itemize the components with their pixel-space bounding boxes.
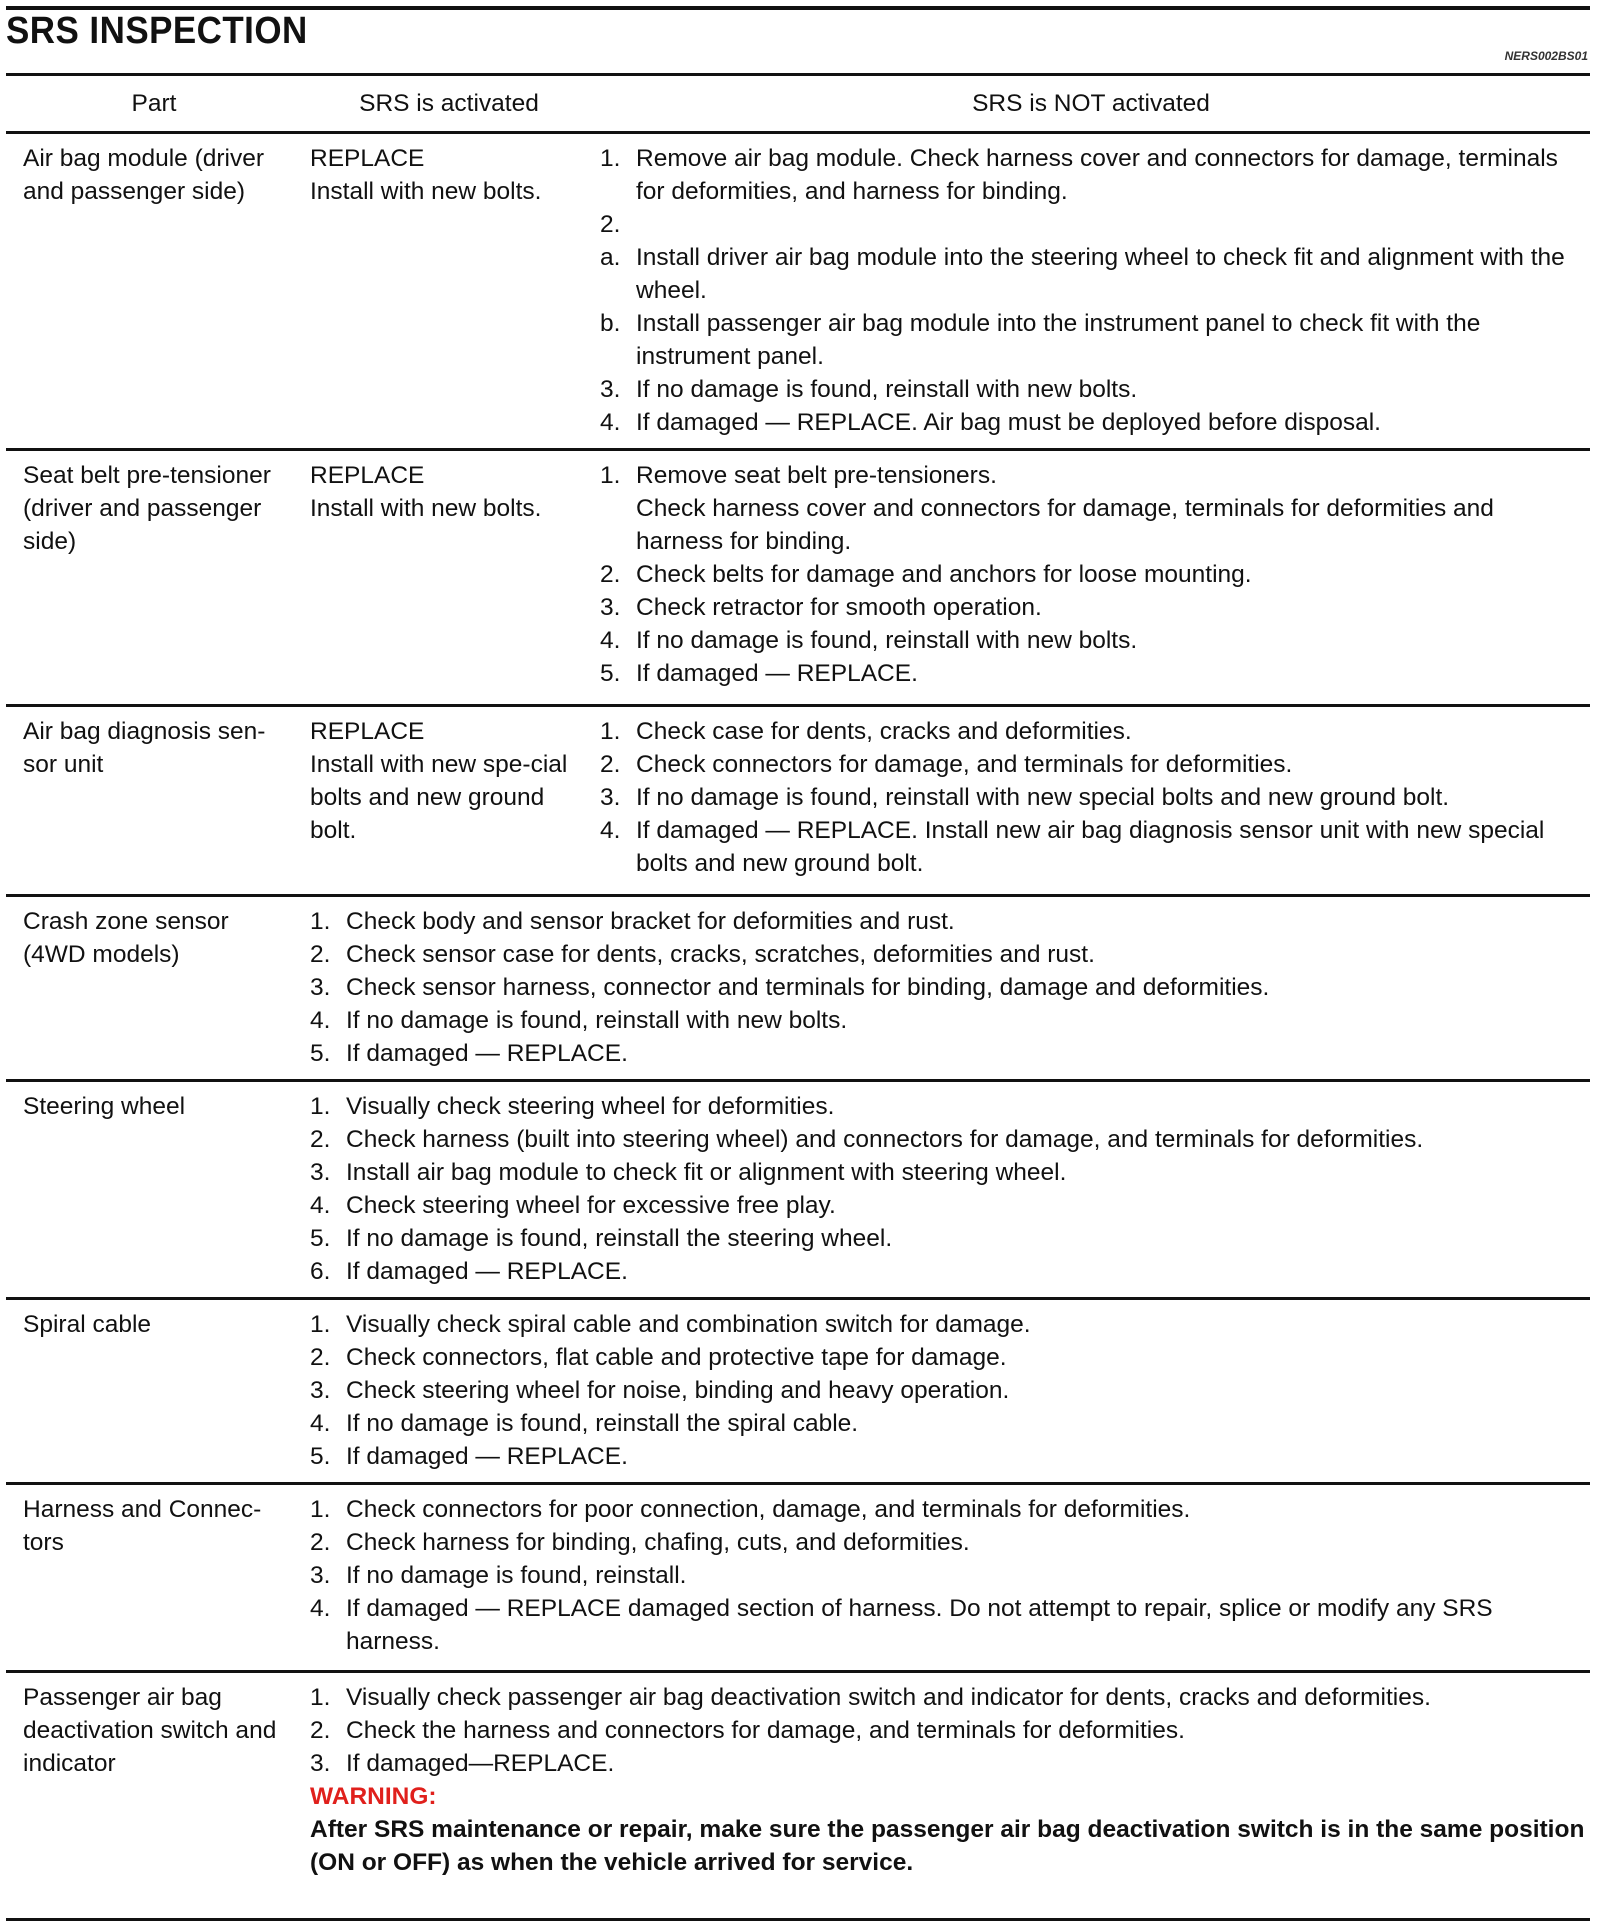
step-number: a. xyxy=(600,244,621,271)
steps-list xyxy=(310,1681,1586,1780)
step-number: 4. xyxy=(310,1595,331,1622)
step-text: If no damage is found, reinstall. xyxy=(346,1562,687,1589)
part-cell: Crash zone sensor (4WD models) xyxy=(6,896,302,1081)
step-text: Check steering wheel for excessive free play. xyxy=(346,1192,836,1219)
list-item xyxy=(310,1004,1586,1037)
step-text: Check belts for damage and anchors for loose mounting. xyxy=(636,561,1252,588)
list-item xyxy=(600,814,1582,880)
header-part: Part xyxy=(6,75,302,133)
warning-label: WARNING: xyxy=(310,1783,437,1810)
step-number: 2. xyxy=(310,1717,331,1744)
list-item xyxy=(600,241,1582,307)
list-item xyxy=(310,1681,1586,1714)
step-number: 4. xyxy=(600,817,621,844)
list-item xyxy=(310,1037,1586,1070)
step-number: b. xyxy=(600,310,621,337)
list-item xyxy=(600,748,1582,781)
steps-list xyxy=(600,142,1582,439)
warning-text: After SRS maintenance or repair, make sure the passenger air bag deactivation switch is in the same position (ON or OFF) as when the vehicle arrived for service. xyxy=(310,1816,1585,1876)
step-number: 2. xyxy=(600,751,621,778)
header-srs-not-activated: SRS is NOT activated xyxy=(592,75,1590,133)
step-text: Check harness (built into steering wheel) and connectors for damage, and terminals for deformities. xyxy=(346,1126,1424,1153)
step-text: Visually check passenger air bag deactivation switch and indicator for dents, cracks and deformities. xyxy=(346,1684,1431,1711)
step-text: Check harness for binding, chafing, cuts, and deformities. xyxy=(346,1529,970,1556)
step-text: If damaged — REPLACE. Install new air bag diagnosis sensor unit with new special bolts and new ground bolt. xyxy=(636,817,1545,877)
list-item xyxy=(310,1526,1586,1559)
steps-list xyxy=(310,905,1586,1070)
part-cell: Air bag diagnosis sen-sor unit xyxy=(6,706,302,896)
step-number: 4. xyxy=(310,1192,331,1219)
table-row xyxy=(6,896,1590,1081)
list-item xyxy=(600,715,1582,748)
list-item xyxy=(600,459,1582,492)
step-text: Remove seat belt pre-tensioners. xyxy=(636,462,997,489)
table-row xyxy=(6,1484,1590,1672)
step-text: If no damage is found, reinstall with new bolts. xyxy=(636,376,1138,403)
step-number: 1. xyxy=(310,908,331,935)
step-number: 4. xyxy=(600,627,621,654)
step-text: Check steering wheel for noise, binding and heavy operation. xyxy=(346,1377,1010,1404)
list-item xyxy=(310,1407,1586,1440)
list-item xyxy=(310,971,1586,1004)
step-number: 2. xyxy=(310,1126,331,1153)
activated-line: REPLACE xyxy=(310,145,425,172)
steps-cell xyxy=(302,1672,1590,1920)
steps-cell xyxy=(302,896,1590,1081)
step-number: 3. xyxy=(310,1159,331,1186)
list-item xyxy=(310,938,1586,971)
steps-list xyxy=(600,715,1582,880)
step-number: 3. xyxy=(310,1377,331,1404)
step-text: Check connectors for damage, and terminals for deformities. xyxy=(636,751,1293,778)
document-code: NERS002BS01 xyxy=(1504,49,1588,63)
list-item xyxy=(600,142,1582,208)
header-srs-activated: SRS is activated xyxy=(302,75,592,133)
step-number: 4. xyxy=(600,409,621,436)
step-text: If no damage is found, reinstall the steering wheel. xyxy=(346,1225,893,1252)
step-text: Check the harness and connectors for damage, and terminals for deformities. xyxy=(346,1717,1185,1744)
step-text: If no damage is found, reinstall the spiral cable. xyxy=(346,1410,859,1437)
list-item xyxy=(310,1123,1586,1156)
steps-list xyxy=(600,459,1582,690)
step-number: 3. xyxy=(600,594,621,621)
list-item xyxy=(310,1341,1586,1374)
step-text: Visually check steering wheel for deformities. xyxy=(346,1093,835,1120)
steps-list xyxy=(310,1308,1586,1473)
steps-cell xyxy=(592,450,1590,706)
steps-cell xyxy=(592,133,1590,450)
step-number: 1. xyxy=(600,718,621,745)
step-text: Check sensor harness, connector and terminals for binding, damage and deformities. xyxy=(346,974,1270,1001)
activated-line: Install with new bolts. xyxy=(310,178,542,205)
list-item xyxy=(310,1222,1586,1255)
list-item xyxy=(600,624,1582,657)
list-item xyxy=(310,1714,1586,1747)
activated-line: REPLACE xyxy=(310,462,425,489)
step-number: 6. xyxy=(310,1258,331,1285)
srs-inspection-table xyxy=(6,73,1590,1921)
list-item xyxy=(600,307,1582,373)
list-item xyxy=(600,373,1582,406)
steps-list xyxy=(310,1090,1586,1288)
list-item xyxy=(310,1308,1586,1341)
step-number: 2. xyxy=(310,1529,331,1556)
list-item xyxy=(600,591,1582,624)
step-number: 2. xyxy=(310,1344,331,1371)
step-text: If damaged — REPLACE. xyxy=(636,660,918,687)
step-text: Check sensor case for dents, cracks, scratches, deformities and rust. xyxy=(346,941,1095,968)
activated-line: Install with new bolts. xyxy=(310,495,542,522)
list-item xyxy=(310,1255,1586,1288)
step-text: If no damage is found, reinstall with new bolts. xyxy=(636,627,1138,654)
activated-cell xyxy=(302,133,592,450)
step-number: 3. xyxy=(310,1750,331,1777)
list-item xyxy=(310,1374,1586,1407)
step-number: 2. xyxy=(310,941,331,968)
table-row xyxy=(6,1299,1590,1484)
step-number: 1. xyxy=(310,1496,331,1523)
step-number: 1. xyxy=(600,462,621,489)
list-item xyxy=(600,406,1582,439)
list-item xyxy=(310,1189,1586,1222)
step-text: If damaged — REPLACE. xyxy=(346,1040,628,1067)
steps-cell xyxy=(302,1081,1590,1299)
activated-line: REPLACE xyxy=(310,718,425,745)
step-text: Check case for dents, cracks and deformities. xyxy=(636,718,1132,745)
step-number: 5. xyxy=(310,1443,331,1470)
step-text xyxy=(636,208,1582,241)
step-number: 3. xyxy=(600,376,621,403)
step-text: Check connectors for poor connection, damage, and terminals for deformities. xyxy=(346,1496,1191,1523)
table-row xyxy=(6,1672,1590,1920)
step-text: Check connectors, flat cable and protective tape for damage. xyxy=(346,1344,1007,1371)
steps-cell xyxy=(592,706,1590,896)
list-item xyxy=(600,781,1582,814)
step-text: If damaged — REPLACE damaged section of harness. Do not attempt to repair, splice or modify any SRS harness. xyxy=(346,1595,1493,1655)
step-text: Install driver air bag module into the steering wheel to check fit and alignment with the wheel. xyxy=(636,244,1565,304)
step-text: Install passenger air bag module into the instrument panel to check fit with the instrument panel. xyxy=(636,310,1481,370)
steps-cell xyxy=(302,1484,1590,1672)
list-item xyxy=(310,905,1586,938)
list-item xyxy=(310,1156,1586,1189)
list-item xyxy=(600,657,1582,690)
part-cell: Steering wheel xyxy=(6,1081,302,1299)
step-number: 2. xyxy=(600,211,621,238)
step-text: If no damage is found, reinstall with new bolts. xyxy=(346,1007,848,1034)
step-number: 3. xyxy=(600,784,621,811)
list-item xyxy=(600,208,1582,241)
step-text: If damaged — REPLACE. xyxy=(346,1443,628,1470)
step-text: Install air bag module to check fit or alignment with steering wheel. xyxy=(346,1159,1067,1186)
table-row xyxy=(6,133,1590,450)
activated-line: Install with new spe-cial bolts and new ground bolt. xyxy=(310,751,568,844)
step-text: If damaged — REPLACE. xyxy=(346,1258,628,1285)
step-number: 5. xyxy=(310,1225,331,1252)
table-row xyxy=(6,450,1590,706)
list-item xyxy=(310,1440,1586,1473)
step-text: Visually check spiral cable and combination switch for damage. xyxy=(346,1311,1031,1338)
part-cell: Harness and Connec-tors xyxy=(6,1484,302,1672)
step-text: Remove air bag module. Check harness cover and connectors for damage, terminals for deformities, and harness for binding. xyxy=(636,145,1558,205)
step-number: 1. xyxy=(310,1311,331,1338)
list-item xyxy=(310,1747,1586,1780)
steps-list xyxy=(310,1493,1586,1658)
list-item xyxy=(600,492,1582,558)
list-item xyxy=(310,1592,1586,1658)
step-number: 4. xyxy=(310,1007,331,1034)
part-cell: Passenger air bag deactivation switch and indicator xyxy=(6,1672,302,1920)
step-number: 3. xyxy=(310,1562,331,1589)
step-number: 2. xyxy=(600,561,621,588)
step-text: Check retractor for smooth operation. xyxy=(636,594,1042,621)
page-title: SRS INSPECTION xyxy=(6,10,308,52)
table-header-row xyxy=(6,75,1590,133)
part-cell: Seat belt pre-tensioner (driver and passenger side) xyxy=(6,450,302,706)
step-number: 4. xyxy=(310,1410,331,1437)
part-cell: Air bag module (driver and passenger side) xyxy=(6,133,302,450)
activated-cell xyxy=(302,450,592,706)
table-row xyxy=(6,1081,1590,1299)
list-item xyxy=(310,1090,1586,1123)
part-cell: Spiral cable xyxy=(6,1299,302,1484)
step-text: Check body and sensor bracket for deformities and rust. xyxy=(346,908,955,935)
activated-cell xyxy=(302,706,592,896)
step-text: If no damage is found, reinstall with new special bolts and new ground bolt. xyxy=(636,784,1450,811)
step-number: 3. xyxy=(310,974,331,1001)
step-text: If damaged — REPLACE. Air bag must be deployed before disposal. xyxy=(636,409,1381,436)
list-item xyxy=(310,1493,1586,1526)
step-text: If damaged—REPLACE. xyxy=(346,1750,615,1777)
step-number: 1. xyxy=(310,1684,331,1711)
list-item xyxy=(310,1559,1586,1592)
steps-cell xyxy=(302,1299,1590,1484)
step-number: 5. xyxy=(310,1040,331,1067)
step-number: 1. xyxy=(310,1093,331,1120)
step-number: 1. xyxy=(600,145,621,172)
list-item xyxy=(600,558,1582,591)
step-text: Check harness cover and connectors for damage, terminals for deformities and harness for binding. xyxy=(636,495,1494,555)
table-row xyxy=(6,706,1590,896)
step-number xyxy=(600,492,636,558)
step-number: 5. xyxy=(600,660,621,687)
